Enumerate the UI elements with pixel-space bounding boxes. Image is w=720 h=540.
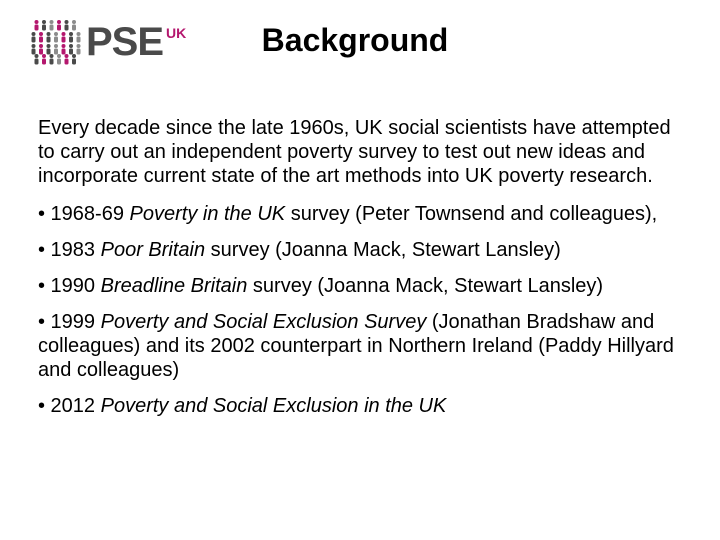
- survey-title: Poverty in the UK: [129, 203, 286, 225]
- survey-title: Breadline Britain: [100, 275, 248, 297]
- bullet-suffix: survey (Joanna Mack, Stewart Lansley): [247, 275, 604, 297]
- bullet-prefix: • 1968-69: [38, 203, 130, 225]
- bullet-item: [38, 238, 688, 262]
- bullet-prefix: • 1990: [38, 275, 101, 297]
- slide-body: [38, 116, 688, 430]
- logo-brand-text: PSE: [86, 20, 164, 64]
- bullet-suffix: (Jonathan Bradshaw and colleagues) and its 2002 counterpart in Northern Ireland (Paddy Hillyard and colleagues): [38, 311, 674, 381]
- logo-region-text: UK: [166, 25, 187, 41]
- intro-paragraph: Every decade since the late 1960s, UK social scientists have attempted to carry out an independent poverty survey to test out new ideas and incorporate current state of the art methods into UK poverty research.: [38, 117, 671, 187]
- bullet-item: [38, 202, 688, 226]
- bullet-prefix: • 1999: [38, 311, 101, 333]
- bullet-item: [38, 274, 688, 298]
- survey-title: Poverty and Social Exclusion in the UK: [100, 395, 447, 417]
- bullet-item: [38, 310, 688, 382]
- bullet-prefix: • 1983: [38, 239, 101, 261]
- slide-title: Background: [261, 22, 449, 58]
- bullet-suffix: survey (Peter Townsend and colleagues),: [285, 203, 658, 225]
- bullet-suffix: survey (Joanna Mack, Stewart Lansley): [205, 239, 561, 261]
- bullet-prefix: • 2012: [38, 395, 101, 417]
- survey-title: Poverty and Social Exclusion Survey: [100, 311, 427, 333]
- survey-title: Poor Britain: [100, 239, 206, 261]
- bullet-item: [38, 394, 688, 418]
